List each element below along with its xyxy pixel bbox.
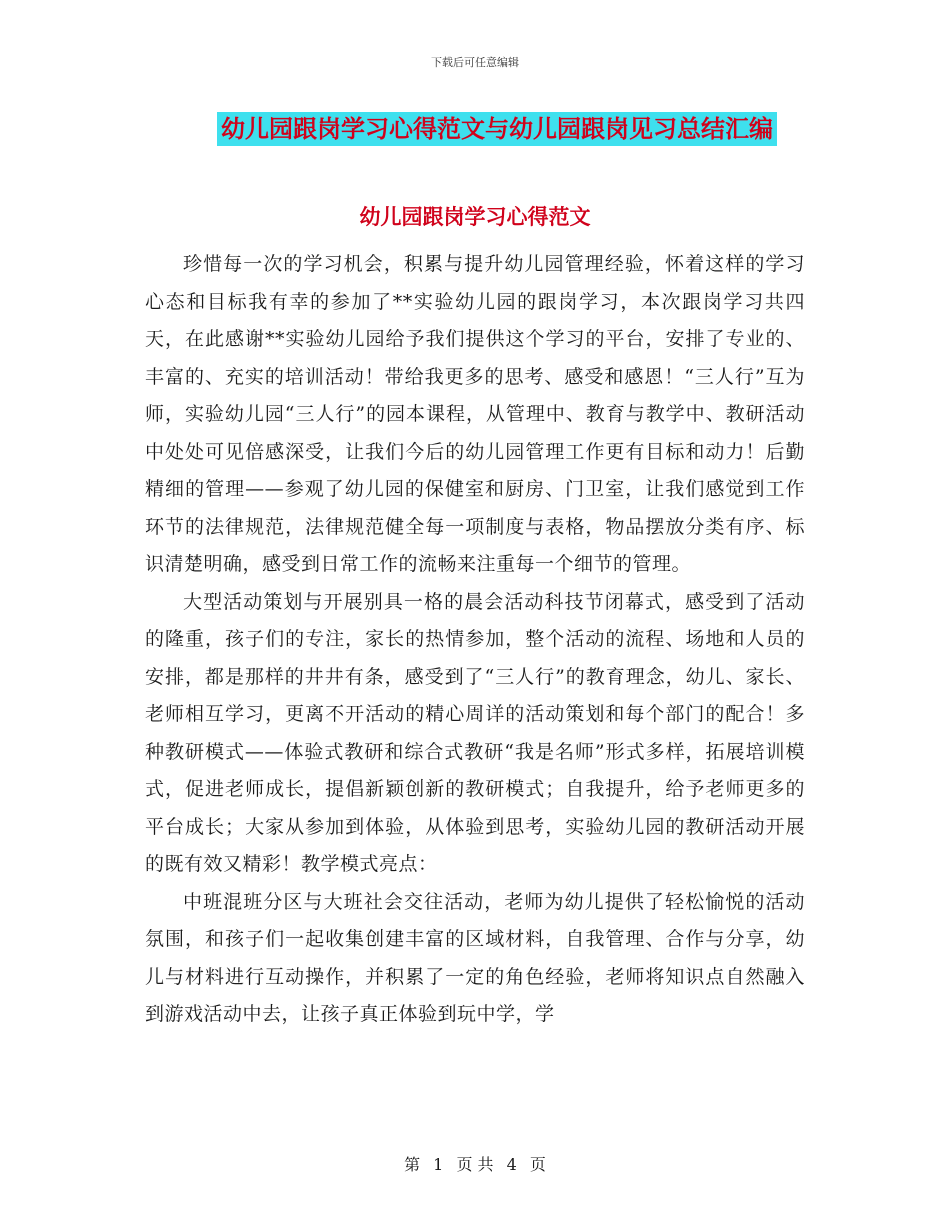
paragraph: 珍惜每一次的学习机会，积累与提升幼儿园管理经验，怀着这样的学习心态和目标我有幸的参加了**实验幼儿园的跟岗学习，本次跟岗学习共四天，在此感谢**实验幼儿园给予我们提供这个学习的平台，安排了专业的、丰富的、充实的培训活动！带给我更多的思考、感受和感恩！“三人行”互为师，实验幼儿园“三人行”的园本课程，从管理中、教育与教学中、教研活动中处处可见倍感深受，让我们今后的幼儿园管理工作更有目标和动力！后勤精细的管理——参观了幼儿园的保健室和厨房、门卫室，让我们感觉到工作环节的法律规范，法律规范健全每一项制度与表格，物品摆放分类有序、标识清楚明确，感受到日常工作的流畅来注重每一个细节的管理。 xyxy=(145,253,805,575)
page-footer xyxy=(0,1152,950,1175)
header-note: 下载后可任意编辑 xyxy=(431,56,519,69)
document-body xyxy=(145,246,805,1034)
page-total: 4 xyxy=(506,1155,517,1174)
footer-suffix: 页 xyxy=(529,1155,546,1174)
page-number: 1 xyxy=(433,1155,444,1174)
paragraph: 大型活动策划与开展别具一格的晨会活动科技节闭幕式，感受到了活动的隆重，孩子们的专注，家长的热情参加，整个活动的流程、场地和人员的安排，都是那样的井井有条，感受到了“三人行”的教育理念，幼儿、家长、老师相互学习，更离不开活动的精心周详的活动策划和每个部门的配合！多种教研模式——体验式教研和综合式教研“我是名师”形式多样，拓展培训模式，促进老师成长，提倡新颖创新的教研模式；自我提升，给予老师更多的平台成长；大家从参加到体验，从体验到思考，实验幼儿园的教研活动开展的既有效又精彩！教学模式亮点： xyxy=(145,590,805,875)
paragraph: 中班混班分区与大班社会交往活动，老师为幼儿提供了轻松愉悦的活动氛围，和孩子们一起收集创建丰富的区域材料，自我管理、合作与分享，幼儿与材料进行互动操作，并积累了一定的角色经验，老师将知识点自然融入到游戏活动中去，让孩子真正体验到玩中学，学 xyxy=(145,890,805,1025)
section-title: 幼儿园跟岗学习心得范文 xyxy=(359,205,591,229)
footer-middle: 页 共 xyxy=(456,1155,494,1174)
footer-prefix: 第 xyxy=(404,1155,421,1174)
main-title-container xyxy=(0,112,950,146)
main-title: 幼儿园跟岗学习心得范文与幼儿园跟岗见习总结汇编 xyxy=(217,112,777,146)
